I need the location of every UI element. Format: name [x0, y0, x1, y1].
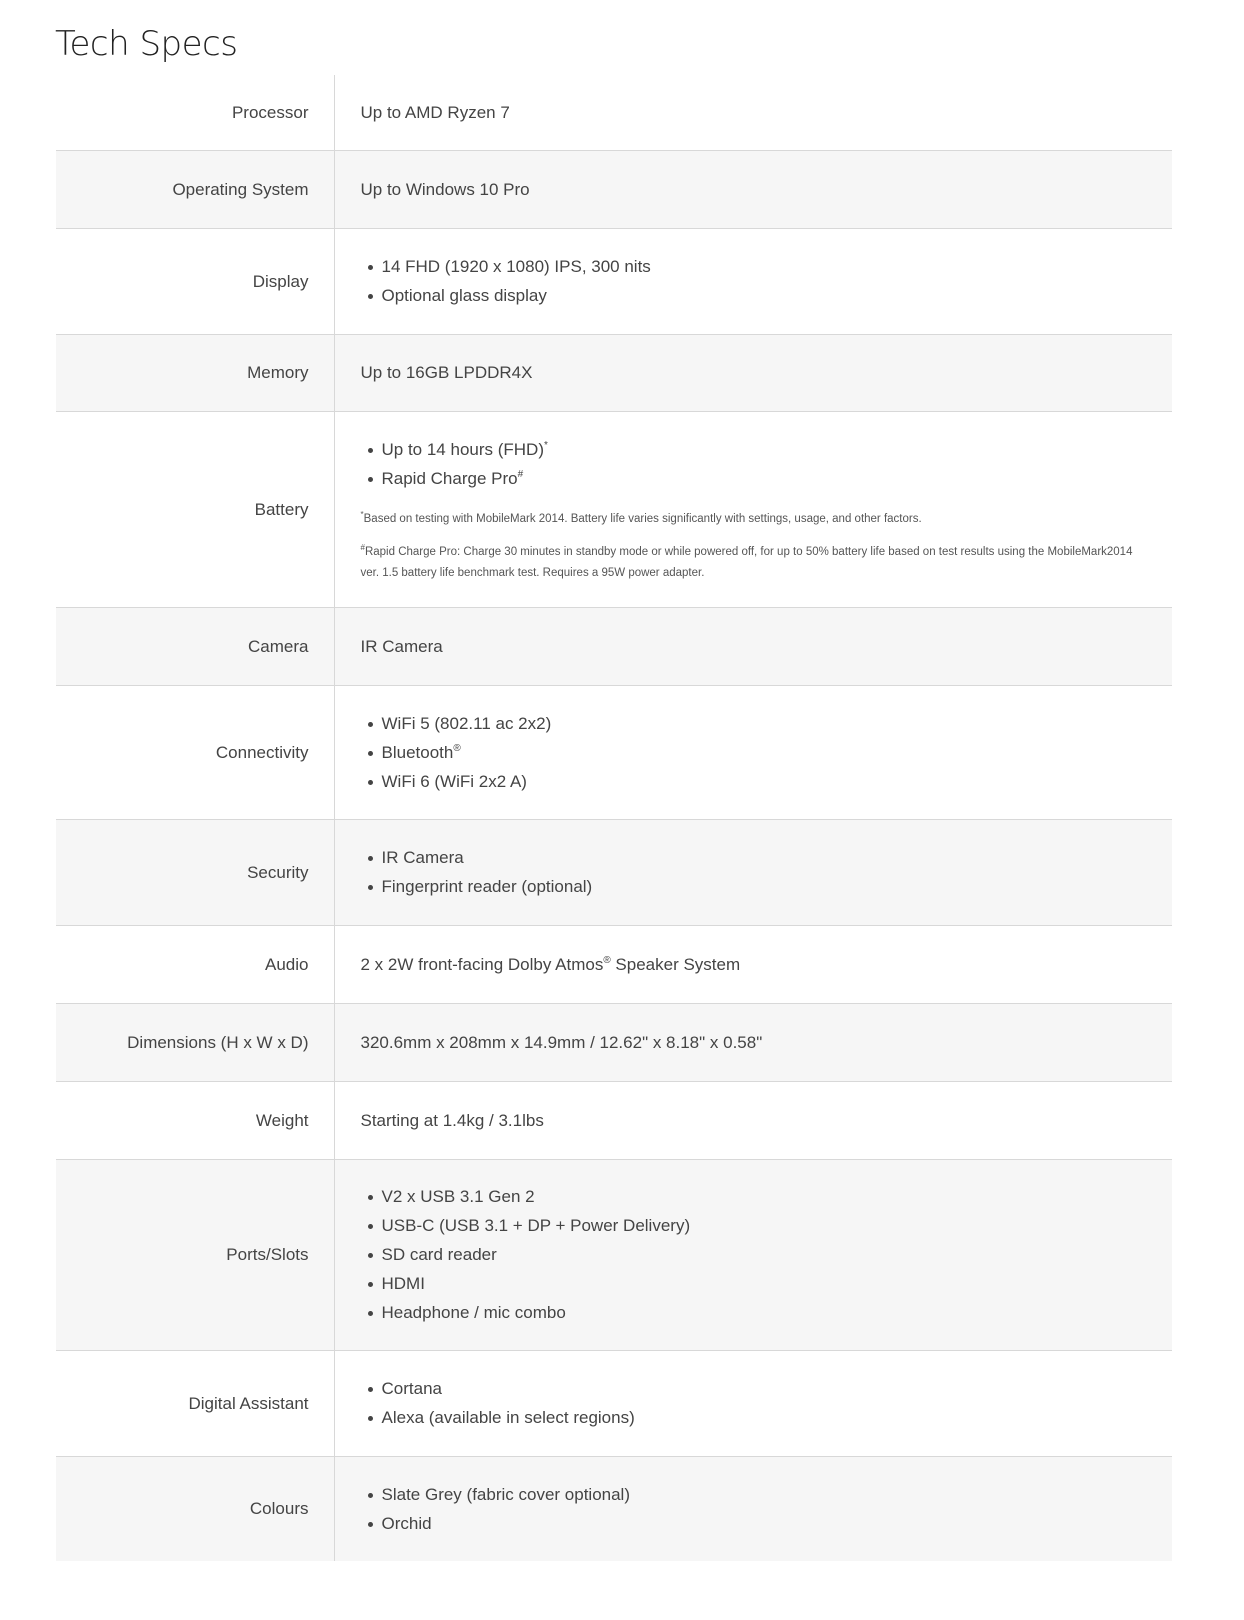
assistant-list	[361, 1374, 1153, 1432]
colours-list	[361, 1480, 1153, 1538]
registered-mark: ®	[603, 954, 611, 966]
list-item: 14 FHD (1920 x 1080) IPS, 300 nits	[361, 252, 1153, 281]
battery-hours-text: Up to 14 hours (FHD)	[381, 439, 544, 459]
footnote-1-text: Based on testing with MobileMark 2014. Battery life varies significantly with settings, usage, and other factors.	[363, 512, 922, 525]
spec-row-colours	[56, 1456, 1172, 1561]
spec-row-connectivity	[56, 685, 1172, 819]
list-item	[361, 738, 1153, 767]
spec-value-weight: Starting at 1.4kg / 3.1lbs	[334, 1081, 1172, 1159]
list-item: SD card reader	[361, 1240, 1153, 1269]
spec-row-battery	[56, 411, 1172, 607]
spec-value-colours	[334, 1456, 1172, 1561]
spec-row-memory	[56, 334, 1172, 411]
page-title: Tech Specs	[55, 24, 238, 64]
bluetooth-text: Bluetooth	[381, 742, 454, 762]
list-item: HDMI	[361, 1269, 1153, 1298]
list-item: Alexa (available in select regions)	[361, 1403, 1153, 1432]
registered-mark: ®	[453, 742, 461, 754]
spec-label-connectivity: Connectivity	[56, 685, 334, 819]
list-item: WiFi 6 (WiFi 2x2 A)	[361, 767, 1153, 796]
spec-row-camera	[56, 607, 1172, 685]
spec-label-ports: Ports/Slots	[56, 1159, 334, 1350]
spec-value-os: Up to Windows 10 Pro	[334, 150, 1172, 228]
spec-value-connectivity	[334, 685, 1172, 819]
spec-value-security	[334, 819, 1172, 925]
spec-row-processor	[56, 75, 1172, 150]
battery-footnote-1	[361, 509, 1153, 530]
list-item: USB-C (USB 3.1 + DP + Power Delivery)	[361, 1211, 1153, 1240]
audio-text: 2 x 2W front-facing Dolby Atmos	[360, 954, 604, 974]
spec-value-processor: Up to AMD Ryzen 7	[334, 75, 1172, 150]
list-item	[361, 435, 1153, 464]
list-item: Fingerprint reader (optional)	[361, 872, 1153, 901]
spec-row-audio	[56, 925, 1172, 1003]
footnote-2-text: Rapid Charge Pro: Charge 30 minutes in standby mode or while powered off, for up to 50% battery life based on test results using the MobileMark2014 ver. 1.5 battery life benchmark test. Requires a 95W power adapter.	[360, 545, 1133, 579]
spec-label-battery: Battery	[56, 411, 334, 607]
spec-value-memory: Up to 16GB LPDDR4X	[334, 334, 1172, 411]
list-item: Optional glass display	[361, 281, 1153, 310]
spec-label-os: Operating System	[56, 150, 334, 228]
audio-text-suffix: Speaker System	[610, 954, 741, 974]
display-list	[361, 252, 1153, 310]
list-item: Slate Grey (fabric cover optional)	[361, 1480, 1153, 1509]
spec-value-display	[334, 228, 1172, 334]
footnote-asterisk: *	[544, 439, 548, 451]
spec-label-assistant: Digital Assistant	[56, 1350, 334, 1456]
spec-label-security: Security	[56, 819, 334, 925]
spec-row-security	[56, 819, 1172, 925]
list-item: WiFi 5 (802.11 ac 2x2)	[361, 709, 1153, 738]
ports-list	[361, 1182, 1153, 1327]
spec-label-colours: Colours	[56, 1456, 334, 1561]
footnote-hash: #	[360, 542, 365, 552]
spec-value-battery	[334, 411, 1172, 607]
tech-specs-table	[56, 75, 1172, 1561]
spec-label-memory: Memory	[56, 334, 334, 411]
footnote-hash: #	[517, 468, 524, 480]
spec-label-dimensions: Dimensions (H x W x D)	[56, 1003, 334, 1081]
spec-row-os	[56, 150, 1172, 228]
spec-label-audio: Audio	[56, 925, 334, 1003]
security-list	[361, 843, 1153, 901]
spec-label-weight: Weight	[56, 1081, 334, 1159]
spec-value-camera: IR Camera	[334, 607, 1172, 685]
list-item: V2 x USB 3.1 Gen 2	[361, 1182, 1153, 1211]
list-item: Orchid	[361, 1509, 1153, 1538]
list-item: Headphone / mic combo	[361, 1298, 1153, 1327]
connectivity-list	[361, 709, 1153, 796]
list-item: IR Camera	[361, 843, 1153, 872]
spec-value-audio	[334, 925, 1172, 1003]
spec-row-assistant	[56, 1350, 1172, 1456]
spec-value-assistant	[334, 1350, 1172, 1456]
rapid-charge-text: Rapid Charge Pro	[381, 468, 518, 488]
battery-list	[361, 435, 1153, 493]
spec-row-dimensions	[56, 1003, 1172, 1081]
battery-footnote-2	[361, 542, 1153, 584]
spec-row-weight	[56, 1081, 1172, 1159]
spec-row-display	[56, 228, 1172, 334]
spec-label-display: Display	[56, 228, 334, 334]
spec-label-processor: Processor	[56, 75, 334, 150]
footnote-asterisk: *	[360, 509, 364, 519]
list-item	[361, 464, 1153, 493]
spec-value-dimensions: 320.6mm x 208mm x 14.9mm / 12.62" x 8.18" x 0.58"	[334, 1003, 1172, 1081]
spec-value-ports	[334, 1159, 1172, 1350]
spec-row-ports	[56, 1159, 1172, 1350]
spec-label-camera: Camera	[56, 607, 334, 685]
list-item: Cortana	[361, 1374, 1153, 1403]
